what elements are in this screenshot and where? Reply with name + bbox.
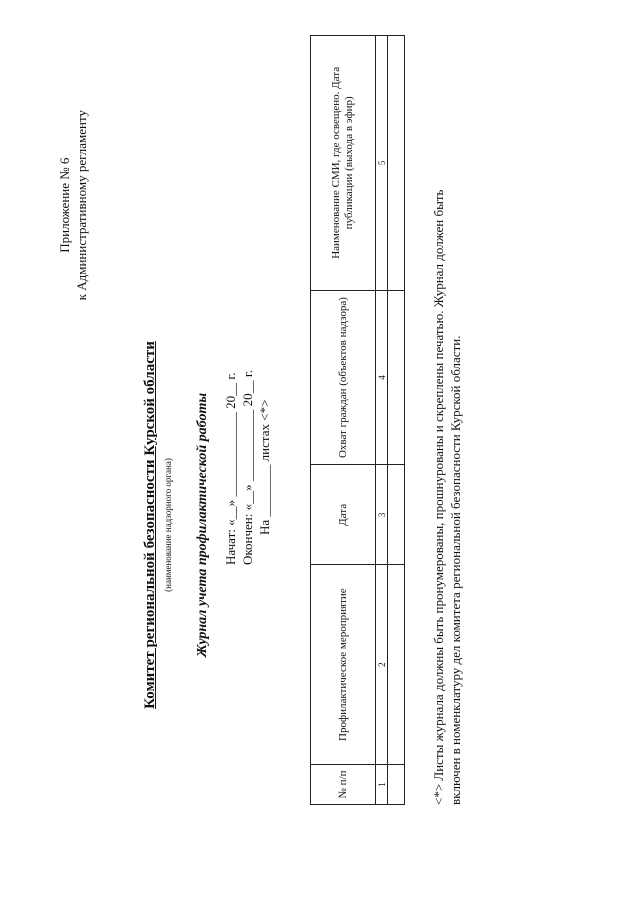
table-cell bbox=[388, 765, 405, 805]
index-cell: 4 bbox=[376, 290, 388, 465]
index-cell: 1 bbox=[376, 765, 388, 805]
table-index-row bbox=[376, 36, 388, 805]
journal-dates bbox=[222, 370, 273, 565]
header-coverage: Охват граждан (объектов надзора) bbox=[311, 290, 376, 465]
appendix-number: Приложение № 6 bbox=[57, 157, 72, 253]
appendix-header bbox=[56, 110, 90, 300]
footnote bbox=[430, 35, 464, 805]
table-cell bbox=[388, 290, 405, 465]
table-cell bbox=[388, 565, 405, 765]
appendix-reference: к Административному регламенту bbox=[74, 110, 89, 301]
table-row bbox=[388, 36, 405, 805]
footnote-line: включен в номенклатуру дел комитета региональной безопасности Курской области. bbox=[448, 335, 463, 805]
index-cell: 2 bbox=[376, 565, 388, 765]
table-cell bbox=[388, 36, 405, 291]
header-date: Дата bbox=[311, 465, 376, 565]
table-cell bbox=[388, 465, 405, 565]
index-cell: 5 bbox=[376, 36, 388, 291]
end-date-line: Окончен: «__» ___________ 20__ г. bbox=[240, 370, 255, 565]
footnote-line: <*> Листы журнала должны быть пронумерованы, прошнурованы и скреплены печатью. Журнал должен быть bbox=[431, 189, 446, 805]
sheets-count-line: На ________ листах <*> bbox=[257, 399, 272, 535]
journal-title: Журнал учета профилактической работы bbox=[195, 392, 210, 658]
start-date-line: Начат: «__» _____________ 20__ г. bbox=[223, 372, 238, 565]
header-media: Наименование СМИ, где освещено. Дата публикации (выхода в эфир) bbox=[311, 36, 376, 291]
journal-table bbox=[310, 35, 405, 805]
table-header-row bbox=[311, 36, 376, 805]
organ-caption: (наименование надзорного органа) bbox=[163, 458, 173, 592]
committee-title: Комитет региональной безопасности Курской области bbox=[142, 341, 158, 709]
header-number: № п/п bbox=[311, 765, 376, 805]
index-cell: 3 bbox=[376, 465, 388, 565]
header-event: Профилактическое мероприятие bbox=[311, 565, 376, 765]
